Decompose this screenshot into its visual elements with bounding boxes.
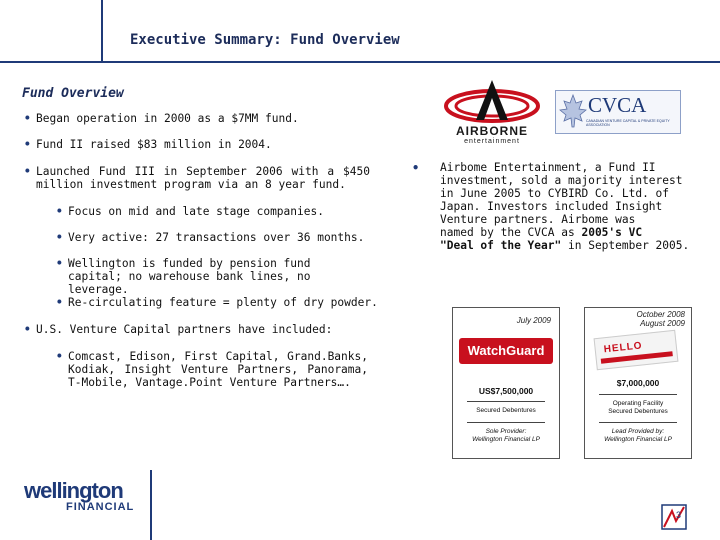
airborne-sub: entertainment (464, 138, 520, 145)
divider (599, 422, 677, 423)
bullet-icon: • (24, 112, 31, 125)
cvca-name: CVCA (588, 93, 647, 117)
sub-bullet-icon: • (56, 205, 63, 218)
bullet-icon: • (412, 161, 420, 175)
tombstone-provider: Lead Provided by: Wellington Financial LP (604, 428, 672, 443)
hello-name: HELLO (603, 340, 644, 356)
header-horizontal-rule (0, 61, 720, 63)
tombstone-watchguard (452, 307, 560, 459)
bullet-partners: • U.S. Venture Capital partners have included: (24, 323, 333, 336)
tombstone-amount: $7,000,000 (616, 378, 660, 388)
section-heading: Fund Overview (22, 86, 124, 101)
sub-bullet-active: • Very active: 27 transactions over 36 months. (56, 231, 365, 244)
tombstone-provider: Sole Provider: Wellington Financial LP (472, 428, 540, 443)
airborne-story: Airbome Entertainment, a Fund II investment, sold a majority interest in June 2005 to CYBIRD Co. Ltd. of Japan. Investors included Insight Venture partners. Airbome was named by the CVCA as 2005's VC "Deal of the Year" in September 2005. (440, 161, 690, 252)
sub-bullet-icon: • (56, 257, 63, 270)
corner-logo-icon (660, 503, 688, 531)
tombstone-dates: October 2008 August 2009 (636, 310, 685, 328)
divider (599, 394, 677, 395)
wellington-sub: FINANCIAL (66, 501, 135, 513)
sub-bullet-icon: • (56, 231, 63, 244)
watchguard-name: WatchGuard (467, 343, 545, 358)
tombstone-amount: US$7,500,000 (478, 386, 534, 396)
bullet-icon: • (24, 323, 31, 336)
page-number: 3 (676, 510, 682, 520)
hello-logo (594, 330, 679, 370)
tombstone-instrument: Operating Facility Secured Debentures (608, 400, 668, 415)
bullet-icon: • (24, 165, 31, 178)
header-vertical-rule (101, 0, 103, 62)
airborne-name: AIRBORNE (455, 124, 528, 138)
divider (467, 401, 545, 402)
cvca-logo (555, 90, 681, 134)
sub-bullet-recirculating: • Re-circulating feature = plenty of dry powder. (56, 296, 378, 309)
sub-bullet-pension: • Wellington is funded by pension fund capital; no warehouse bank lines, no leverage. (56, 257, 311, 296)
sub-bullet-icon: • (56, 296, 63, 309)
tombstone-hello (584, 307, 692, 459)
sub-bullet-focus: • Focus on mid and late stage companies. (56, 205, 324, 218)
bullet-fund2: • Fund II raised $83 million in 2004. (24, 138, 272, 151)
bullet-icon: • (24, 138, 31, 151)
footer-vertical-rule (150, 470, 152, 540)
tombstone-instrument: Secured Debentures (476, 407, 536, 414)
sub-bullet-partners-list: • Comcast, Edison, First Capital, Grand.Banks, Kodiak, Insight Venture Partners, Panorama, T-Mobile, Vantage.Point Venture Partners…. (56, 350, 368, 389)
bullet-began: • Began operation in 2000 as a $7MM fund. (24, 112, 299, 125)
wellington-logo: wellington (24, 478, 123, 503)
page-title: Executive Summary: Fund Overview (130, 32, 400, 48)
watchguard-logo (459, 338, 553, 364)
tombstone-date: July 2009 (516, 316, 551, 325)
airborne-logo (442, 76, 542, 148)
sub-bullet-icon: • (56, 350, 63, 363)
maple-leaf-icon (558, 93, 588, 129)
cvca-tagline: CANADIAN VENTURE CAPITAL & PRIVATE EQUITY ASSOCIATION (586, 119, 670, 127)
bullet-fund3: • Launched Fund III in September 2006 with a $450 million investment program via an 8 year fund. (24, 165, 370, 191)
divider (467, 422, 545, 423)
